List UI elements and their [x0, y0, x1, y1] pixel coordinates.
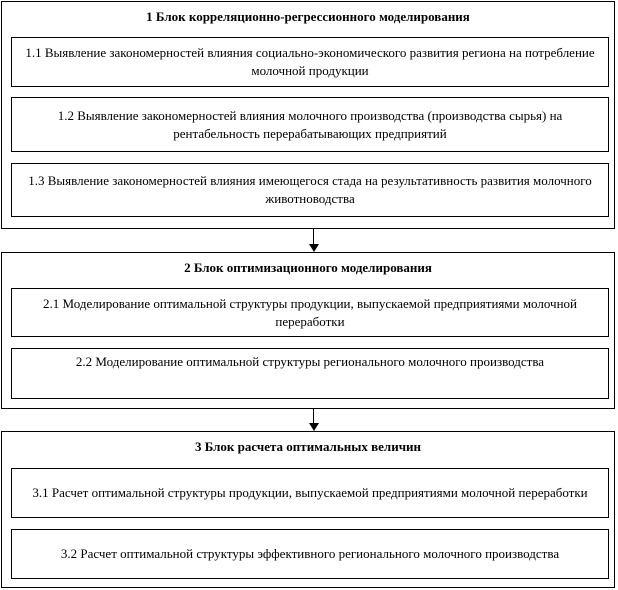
item-label: 3.1 Расчет оптимальной структуры продукции, выпускаемой предприятиями молочной переработки — [32, 485, 588, 500]
arrow-head-icon — [309, 423, 319, 431]
item-1-2 — [11, 97, 609, 152]
arrow-block2-to-block3 — [309, 409, 319, 431]
item-1-1 — [11, 37, 609, 87]
block-correlation-regression — [1, 1, 615, 229]
item-2-2 — [11, 348, 609, 399]
block-title: 2 Блок оптимизационного моделирования — [184, 260, 432, 275]
item-label: 3.2 Расчет оптимальной структуры эффективного регионального молочного производства — [60, 546, 560, 561]
block-optimal-values-calculation — [1, 431, 615, 588]
item-1-3 — [11, 163, 609, 217]
block-title: 3 Блок расчета оптимальных величин — [194, 439, 422, 454]
item-3-2 — [11, 529, 609, 579]
block-optimization — [1, 252, 615, 409]
item-label: 1.2 Выявление закономерностей влияния молочного производства (производства сырья) на рентабельность перерабатывающих предприятий — [57, 107, 563, 141]
arrow-shaft — [313, 229, 314, 245]
item-label: 1.3 Выявление закономерностей влияния имеющегося стада на результативность развития молочного животноводства — [28, 173, 592, 206]
arrow-block1-to-block2 — [309, 229, 319, 252]
arrow-shaft — [313, 409, 314, 424]
arrow-head-icon — [309, 244, 319, 252]
item-label: 1.1 Выявление закономерностей влияния социально-экономического развития региона на потребление молочной продукции — [25, 45, 595, 78]
item-label: 2.2 Моделирование оптимальной структуры регионального молочного производства — [75, 354, 545, 369]
item-label: 2.1 Моделирование оптимальной структуры продукции, выпускаемой предприятиями молочной переработки — [43, 295, 577, 329]
block-title: 1 Блок корреляционно-регрессионного моделирования — [146, 9, 470, 24]
item-2-1 — [11, 288, 609, 337]
item-3-1 — [11, 468, 609, 518]
